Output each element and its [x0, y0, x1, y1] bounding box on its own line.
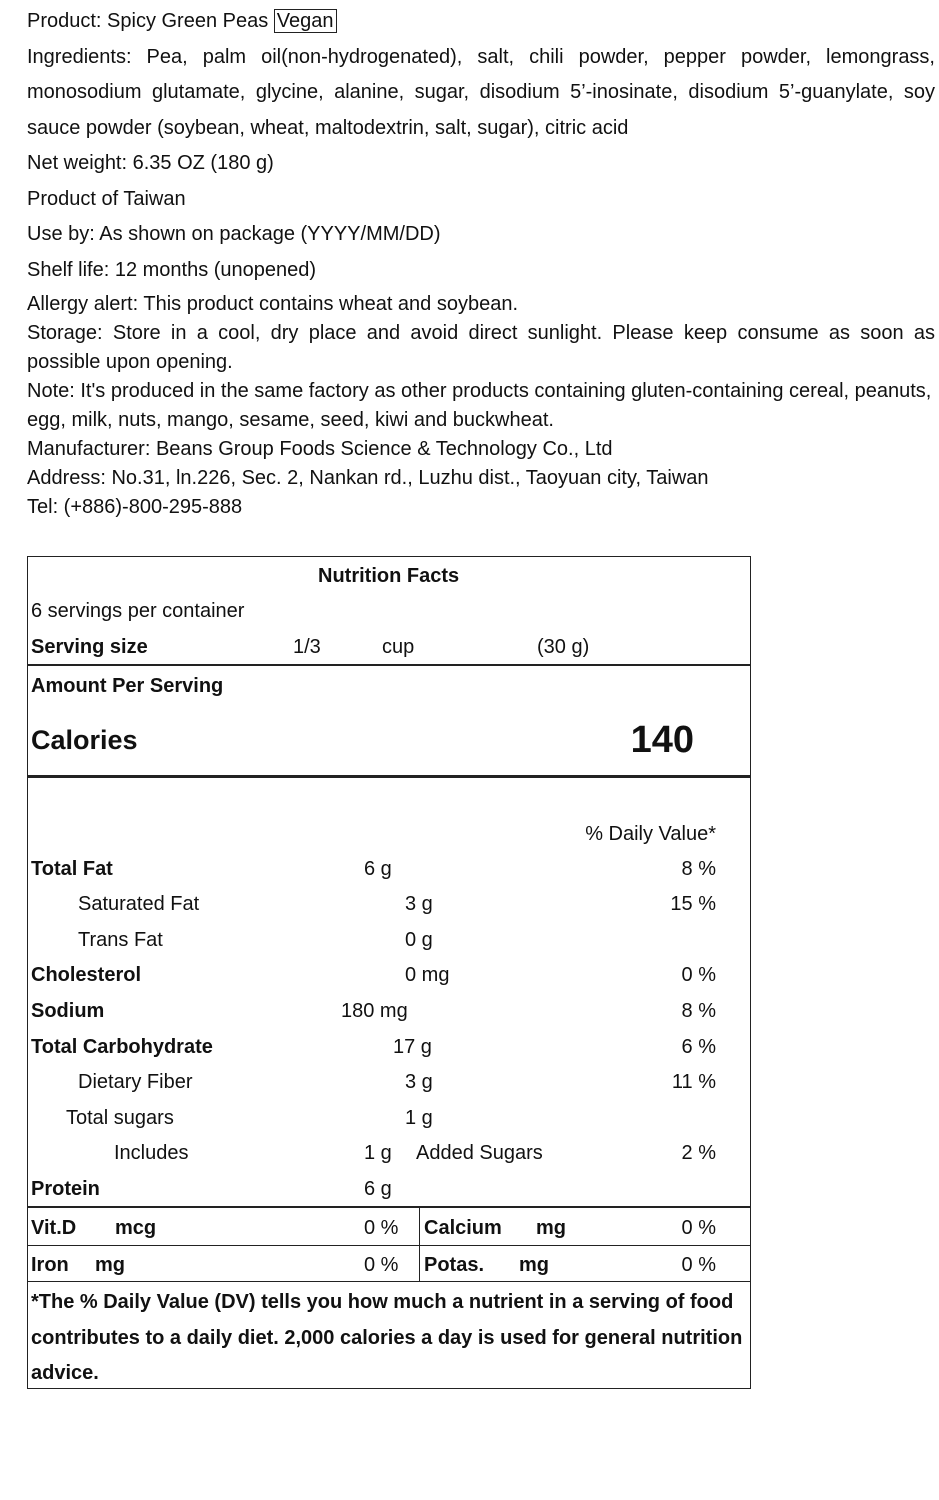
- divider-footnote: [28, 1281, 750, 1282]
- row-dv-cholesterol: 0 %: [681, 964, 716, 986]
- row-label-sodium: Sodium: [31, 1000, 105, 1022]
- row-dv-saturated-fat: 15 %: [670, 893, 716, 915]
- row-label-added-sugars: Added Sugars: [416, 1142, 543, 1164]
- divider-serving: [28, 664, 750, 666]
- row-amount-added-sugars: 1 g: [364, 1142, 392, 1164]
- row-amount-cholesterol: 0 mg: [405, 964, 450, 986]
- use-by: Use by: As shown on package (YYYY/MM/DD): [27, 223, 441, 245]
- row-dv-total-carbohydrate: 6 %: [681, 1036, 716, 1058]
- vitd-unit: mcg: [115, 1217, 157, 1239]
- potassium-unit: mg: [519, 1254, 549, 1276]
- storage-note: Storage: Store in a cool, dry place and avoid direct sunlight. Please keep consume as soon as possible upon opening.: [27, 322, 935, 373]
- row-amount-trans-fat: 0 g: [405, 929, 433, 951]
- nutrition-title: Nutrition Facts: [318, 565, 460, 587]
- row-amount-saturated-fat: 3 g: [405, 893, 433, 915]
- row-amount-total-carbohydrate: 17 g: [393, 1036, 432, 1058]
- row-label-trans-fat: Trans Fat: [78, 929, 163, 951]
- divider-protein: [28, 1206, 750, 1208]
- product-name-line: [27, 4, 935, 40]
- divider-calories: [28, 775, 750, 778]
- row-label-total-fat: Total Fat: [31, 858, 113, 880]
- product-name: Product: Spicy Green Peas: [27, 10, 269, 32]
- row-label-protein: Protein: [31, 1178, 100, 1200]
- factory-note: Note: It's produced in the same factory as other products containing gluten-containing cereal, peanuts, egg, milk, nuts, mango, sesame, seed, kiwi and buckwheat.: [27, 380, 932, 431]
- vegan-badge: Vegan: [274, 9, 337, 33]
- servings-per-container: 6 servings per container: [31, 600, 245, 622]
- calories-value: 140: [630, 719, 694, 761]
- telephone: Tel: (+886)-800-295-888: [27, 496, 243, 518]
- daily-value-header: % Daily Value*: [585, 823, 716, 845]
- divider-vitamins: [28, 1245, 750, 1246]
- calcium-unit: mg: [536, 1217, 566, 1239]
- row-dv-dietary-fiber: 11 %: [671, 1071, 716, 1093]
- row-amount-sodium: 180 mg: [341, 1000, 408, 1022]
- calcium-dv: 0 %: [681, 1217, 716, 1239]
- row-label-total-carbohydrate: Total Carbohydrate: [31, 1036, 213, 1058]
- row-label-total-sugars: Total sugars: [66, 1107, 174, 1129]
- iron-label: Iron: [31, 1254, 69, 1276]
- row-amount-total-fat: 6 g: [364, 858, 392, 880]
- serving-size-amount: 1/3: [293, 636, 321, 658]
- serving-size-label: Serving size: [31, 636, 148, 658]
- vitd-label: Vit.D: [31, 1217, 77, 1239]
- row-dv-total-fat: 8 %: [681, 858, 716, 880]
- potassium-dv: 0 %: [681, 1254, 716, 1276]
- row-label-includes: Includes: [114, 1142, 189, 1164]
- daily-value-footnote: *The % Daily Value (DV) tells you how much a nutrient in a serving of food contributes to a daily diet. 2,000 calories a day is used for general nutrition advice.: [31, 1291, 743, 1384]
- vitamin-column-divider: [419, 1208, 420, 1281]
- address: Address: No.31, ln.226, Sec. 2, Nankan rd., Luzhu dist., Taoyuan city, Taiwan: [27, 467, 709, 489]
- product-info: [27, 4, 935, 522]
- row-amount-total-sugars: 1 g: [405, 1107, 433, 1129]
- row-label-dietary-fiber: Dietary Fiber: [78, 1071, 193, 1093]
- net-weight: Net weight: 6.35 OZ (180 g): [27, 152, 274, 174]
- nutrition-facts-panel: [27, 556, 751, 1389]
- row-amount-dietary-fiber: 3 g: [405, 1071, 433, 1093]
- potassium-label: Potas.: [424, 1254, 485, 1276]
- row-dv-sodium: 8 %: [681, 1000, 716, 1022]
- serving-size-unit: cup: [382, 636, 415, 658]
- manufacturer: Manufacturer: Beans Group Foods Science & Technology Co., Ltd: [27, 438, 613, 460]
- ingredients: Ingredients: Pea, palm oil(non-hydrogenated), salt, chili powder, pepper powder, lemongrass, monosodium glutamate, glycine, alanine, sugar, disodium 5’-inosinate, disodium 5’-guanylate, soy sauce powder (soybean, wheat, maltodextrin, salt, sugar), citric acid: [27, 45, 935, 139]
- serving-size-grams: (30 g): [537, 636, 590, 658]
- shelf-life: Shelf life: 12 months (unopened): [27, 258, 317, 281]
- row-label-saturated-fat: Saturated Fat: [78, 893, 200, 915]
- iron-unit: mg: [95, 1254, 125, 1276]
- row-amount-protein: 6 g: [364, 1178, 392, 1200]
- calcium-label: Calcium: [424, 1217, 502, 1239]
- iron-dv: 0 %: [364, 1254, 399, 1276]
- origin: Product of Taiwan: [27, 187, 186, 210]
- amount-per-serving: Amount Per Serving: [31, 675, 224, 697]
- vitd-dv: 0 %: [364, 1217, 399, 1239]
- allergy-alert: Allergy alert: This product contains wheat and soybean.: [27, 293, 519, 315]
- calories-label: Calories: [31, 725, 138, 755]
- row-dv-added-sugars: 2 %: [681, 1142, 716, 1164]
- row-label-cholesterol: Cholesterol: [31, 964, 142, 986]
